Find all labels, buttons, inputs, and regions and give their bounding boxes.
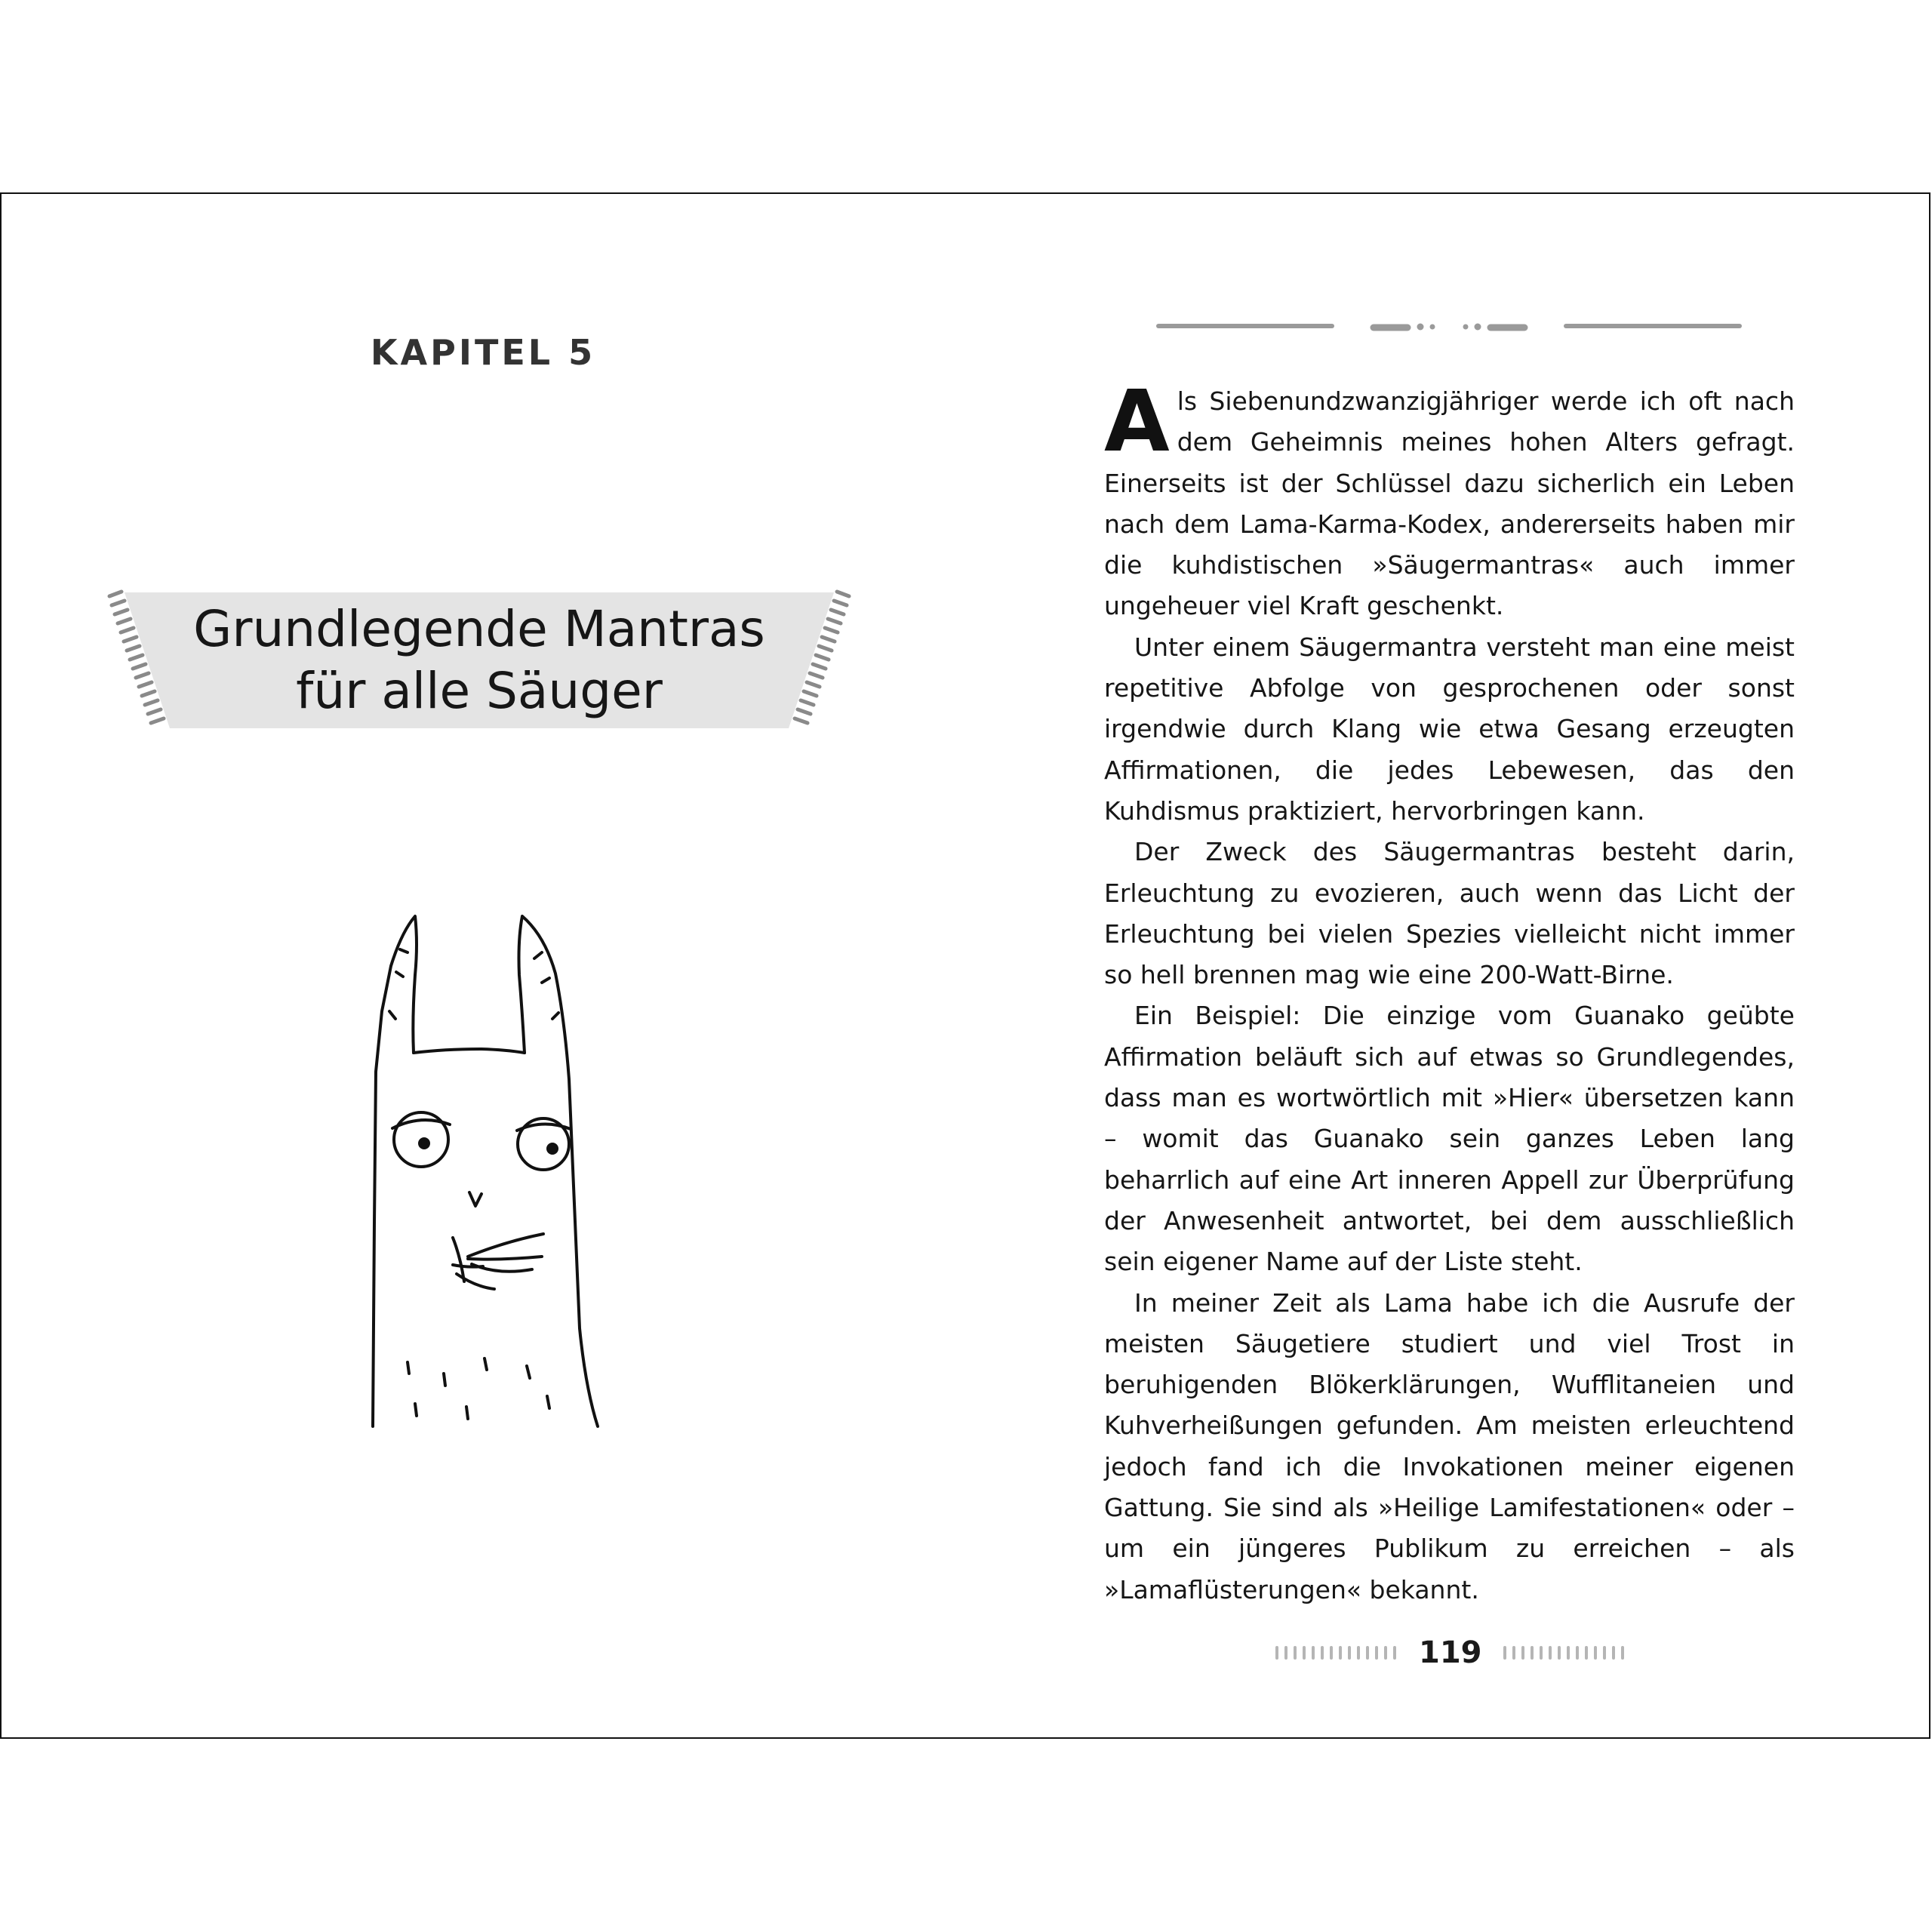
chapter-title-line-2: für alle Säuger: [296, 662, 663, 720]
paragraph-5: In meiner Zeit als Lama habe ich die Ausrufe der meisten Säugetiere studiert und viel Trost in beruhigenden Blökerklärungen, Wufflitaneien und Kuhverheißungen gefunden. Am meisten erleuchtend jedoch fand ich die Invokationen meiner eigenen Gattung. Sie sind als »Heilige Lamifestationen« oder – um ein jüngeres Publikum zu erreichen – als »Lamaflüsterungen« bekannt.: [1104, 1287, 1795, 1604]
paragraph-1-text: ls Siebenundzwanzigjähriger werde ich oft nach dem Geheimnis meines hohen Alters gefragt. Einerseits ist der Schlüssel dazu sicherlich ein Leben nach dem Lama-Karma-Kodex, andererseits haben mir die kuhdistischen »Säugermantras« auch immer ungeheuer viel Kraft geschenkt.: [1104, 386, 1795, 621]
llama-illustration: [355, 906, 619, 1434]
paragraph-2: Unter einem Säugermantra versteht man eine meist repetitive Abfolge von gesprochenen oder sonst irgendwie durch Klang wie etwa Gesang erzeugten Affirmationen, die jedes Lebewesen, das den Kuhdismus praktiziert, hervorbringen kann.: [1104, 632, 1795, 826]
drop-cap: A: [1104, 373, 1170, 471]
section-ornament: [1147, 317, 1751, 340]
page-number: 119: [1419, 1635, 1482, 1670]
body-text: [1104, 373, 1795, 1611]
chapter-label: KAPITEL 5: [370, 332, 596, 373]
chapter-title-line-1: Grundlegende Mantras: [193, 600, 765, 658]
paragraph-1: [1104, 373, 1795, 627]
paragraph-3: Der Zweck des Säugermantras besteht darin, Erleuchtung zu evozieren, auch wenn das Licht der Erleuchtung bei vielen Spezies vielleicht nicht immer so hell brennen mag wie eine 200-Watt-Birne.: [1104, 837, 1795, 990]
chapter-title: [102, 589, 857, 732]
paragraph-4: Ein Beispiel: Die einzige vom Guanako geübte Affirmation beläuft sich auf etwas so Grundlegendes, dass man es wortwörtlich mit »Hier« übersetzen kann – womit das Guanako sein ganzes Leben lang beharrlich auf eine Art inneren Appell zur Überprüfung der Anwesenheit antwortet, bei dem ausschließlich sein eigener Name auf der Liste steht.: [1104, 1001, 1795, 1277]
